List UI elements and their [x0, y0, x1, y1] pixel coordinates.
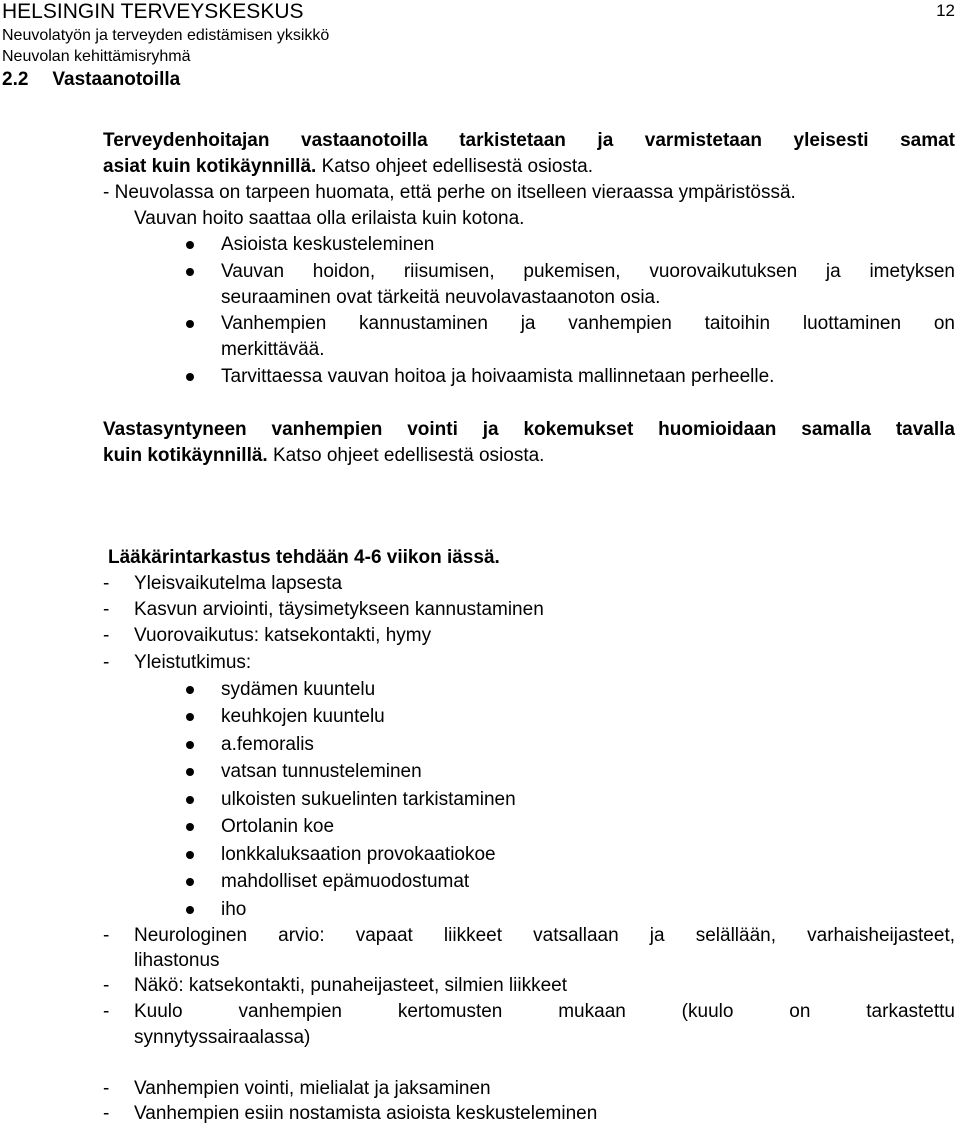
dash-mark: -: [103, 1001, 110, 1022]
dash1-line2: Vauvan hoito saattaa olla erilaista kuin kotona.: [134, 208, 525, 229]
doctor-item: Kasvun arviointi, täysimetykseen kannustaminen: [134, 599, 544, 620]
bullet-icon: [186, 851, 194, 859]
doctor-item: Vanhempien esiin nostamista asioista keskusteleminen: [134, 1103, 598, 1124]
para2-line2: kuin kotikäynnillä. Katso ohjeet edellisestä osiosta.: [103, 445, 545, 466]
dash-mark: -: [103, 925, 110, 946]
hearing-line1: Kuulo vanhempien kertomusten mukaan (kuulo on tarkastettu: [134, 1001, 955, 1022]
para1-line1: Terveydenhoitajan vastaanotoilla tarkistetaan ja varmistetaan yleisesti samat: [103, 130, 955, 151]
bullet3-line1: Vanhempien kannustaminen ja vanhempien taitoihin luottaminen on: [221, 313, 955, 334]
doctor-item: Yleistutkimus:: [134, 652, 252, 673]
neuro-line2: lihastonus: [134, 950, 220, 971]
page-number: 12: [936, 1, 955, 20]
doctor-item: Vanhempien vointi, mielialat ja jaksaminen: [134, 1078, 491, 1099]
dash-mark: -: [103, 625, 110, 646]
hearing-line2: synnytyssairaalassa): [134, 1027, 311, 1048]
exam-item: a.femoralis: [221, 734, 314, 755]
section-title: Vastaanotoilla: [52, 69, 181, 90]
dash1-line1: - Neuvolassa on tarpeen huomata, että perhe on itselleen vieraassa ympäristössä.: [103, 182, 796, 203]
bullet-icon: [186, 686, 194, 694]
bullet-icon: [186, 268, 194, 276]
bullet-icon: [186, 713, 194, 721]
dash-mark: -: [103, 652, 110, 673]
bullet-icon: [186, 241, 194, 249]
exam-item: keuhkojen kuuntelu: [221, 706, 385, 727]
organization-name: HELSINGIN TERVEYSKESKUS: [2, 0, 304, 23]
para2-line1: Vastasyntyneen vanhempien vointi ja kokemukset huomioidaan samalla tavalla: [103, 419, 955, 440]
exam-item: vatsan tunnusteleminen: [221, 761, 422, 782]
exam-item: iho: [221, 899, 247, 920]
bullet-icon: [186, 768, 194, 776]
dash-mark: -: [103, 599, 110, 620]
bullet-icon: [186, 741, 194, 749]
bullet-icon: [186, 320, 194, 328]
unit-name: Neuvolatyön ja terveyden edistämisen yksikkö: [2, 27, 330, 44]
bullet-icon: [186, 373, 194, 381]
neuro-line1: Neurologinen arvio: vapaat liikkeet vatsallaan ja selällään, varhaisheijasteet,: [134, 925, 955, 946]
para1-line2: asiat kuin kotikäynnillä. Katso ohjeet edellisestä osiosta.: [103, 156, 594, 177]
exam-item: lonkkaluksaation provokaatiokoe: [221, 844, 496, 865]
vision-item: Näkö: katsekontakti, punaheijasteet, silmien liikkeet: [134, 975, 568, 996]
section-number: 2.2: [2, 69, 29, 90]
bullet-icon: [186, 906, 194, 914]
doctor-item: Yleisvaikutelma lapsesta: [134, 573, 343, 594]
bullet-icon: [186, 823, 194, 831]
dash-mark: -: [103, 1103, 110, 1124]
bullet3-line2: merkittävää.: [221, 339, 325, 360]
bullet4-text: Tarvittaessa vauvan hoitoa ja hoivaamista mallinnetaan perheelle.: [221, 366, 775, 387]
doctor-heading: Lääkärintarkastus tehdään 4-6 viikon iässä.: [108, 547, 500, 568]
exam-item: Ortolanin koe: [221, 816, 335, 837]
bullet1-text: Asioista keskusteleminen: [221, 234, 435, 255]
bullet2-line1: Vauvan hoidon, riisumisen, pukemisen, vuorovaikutuksen ja imetyksen: [221, 261, 955, 282]
dash-mark: -: [103, 1078, 110, 1099]
bullet-icon: [186, 878, 194, 886]
doctor-item: Vuorovaikutus: katsekontakti, hymy: [134, 625, 432, 646]
exam-item: ulkoisten sukuelinten tarkistaminen: [221, 789, 516, 810]
dash-mark: -: [103, 573, 110, 594]
group-name: Neuvolan kehittämisryhmä: [2, 48, 191, 65]
bullet2-line2: seuraaminen ovat tärkeitä neuvolavastaanoton osia.: [221, 287, 661, 308]
bullet-icon: [186, 796, 194, 804]
section-heading: [2, 69, 180, 91]
dash-mark: -: [103, 975, 110, 996]
exam-item: mahdolliset epämuodostumat: [221, 871, 470, 892]
exam-item: sydämen kuuntelu: [221, 679, 376, 700]
